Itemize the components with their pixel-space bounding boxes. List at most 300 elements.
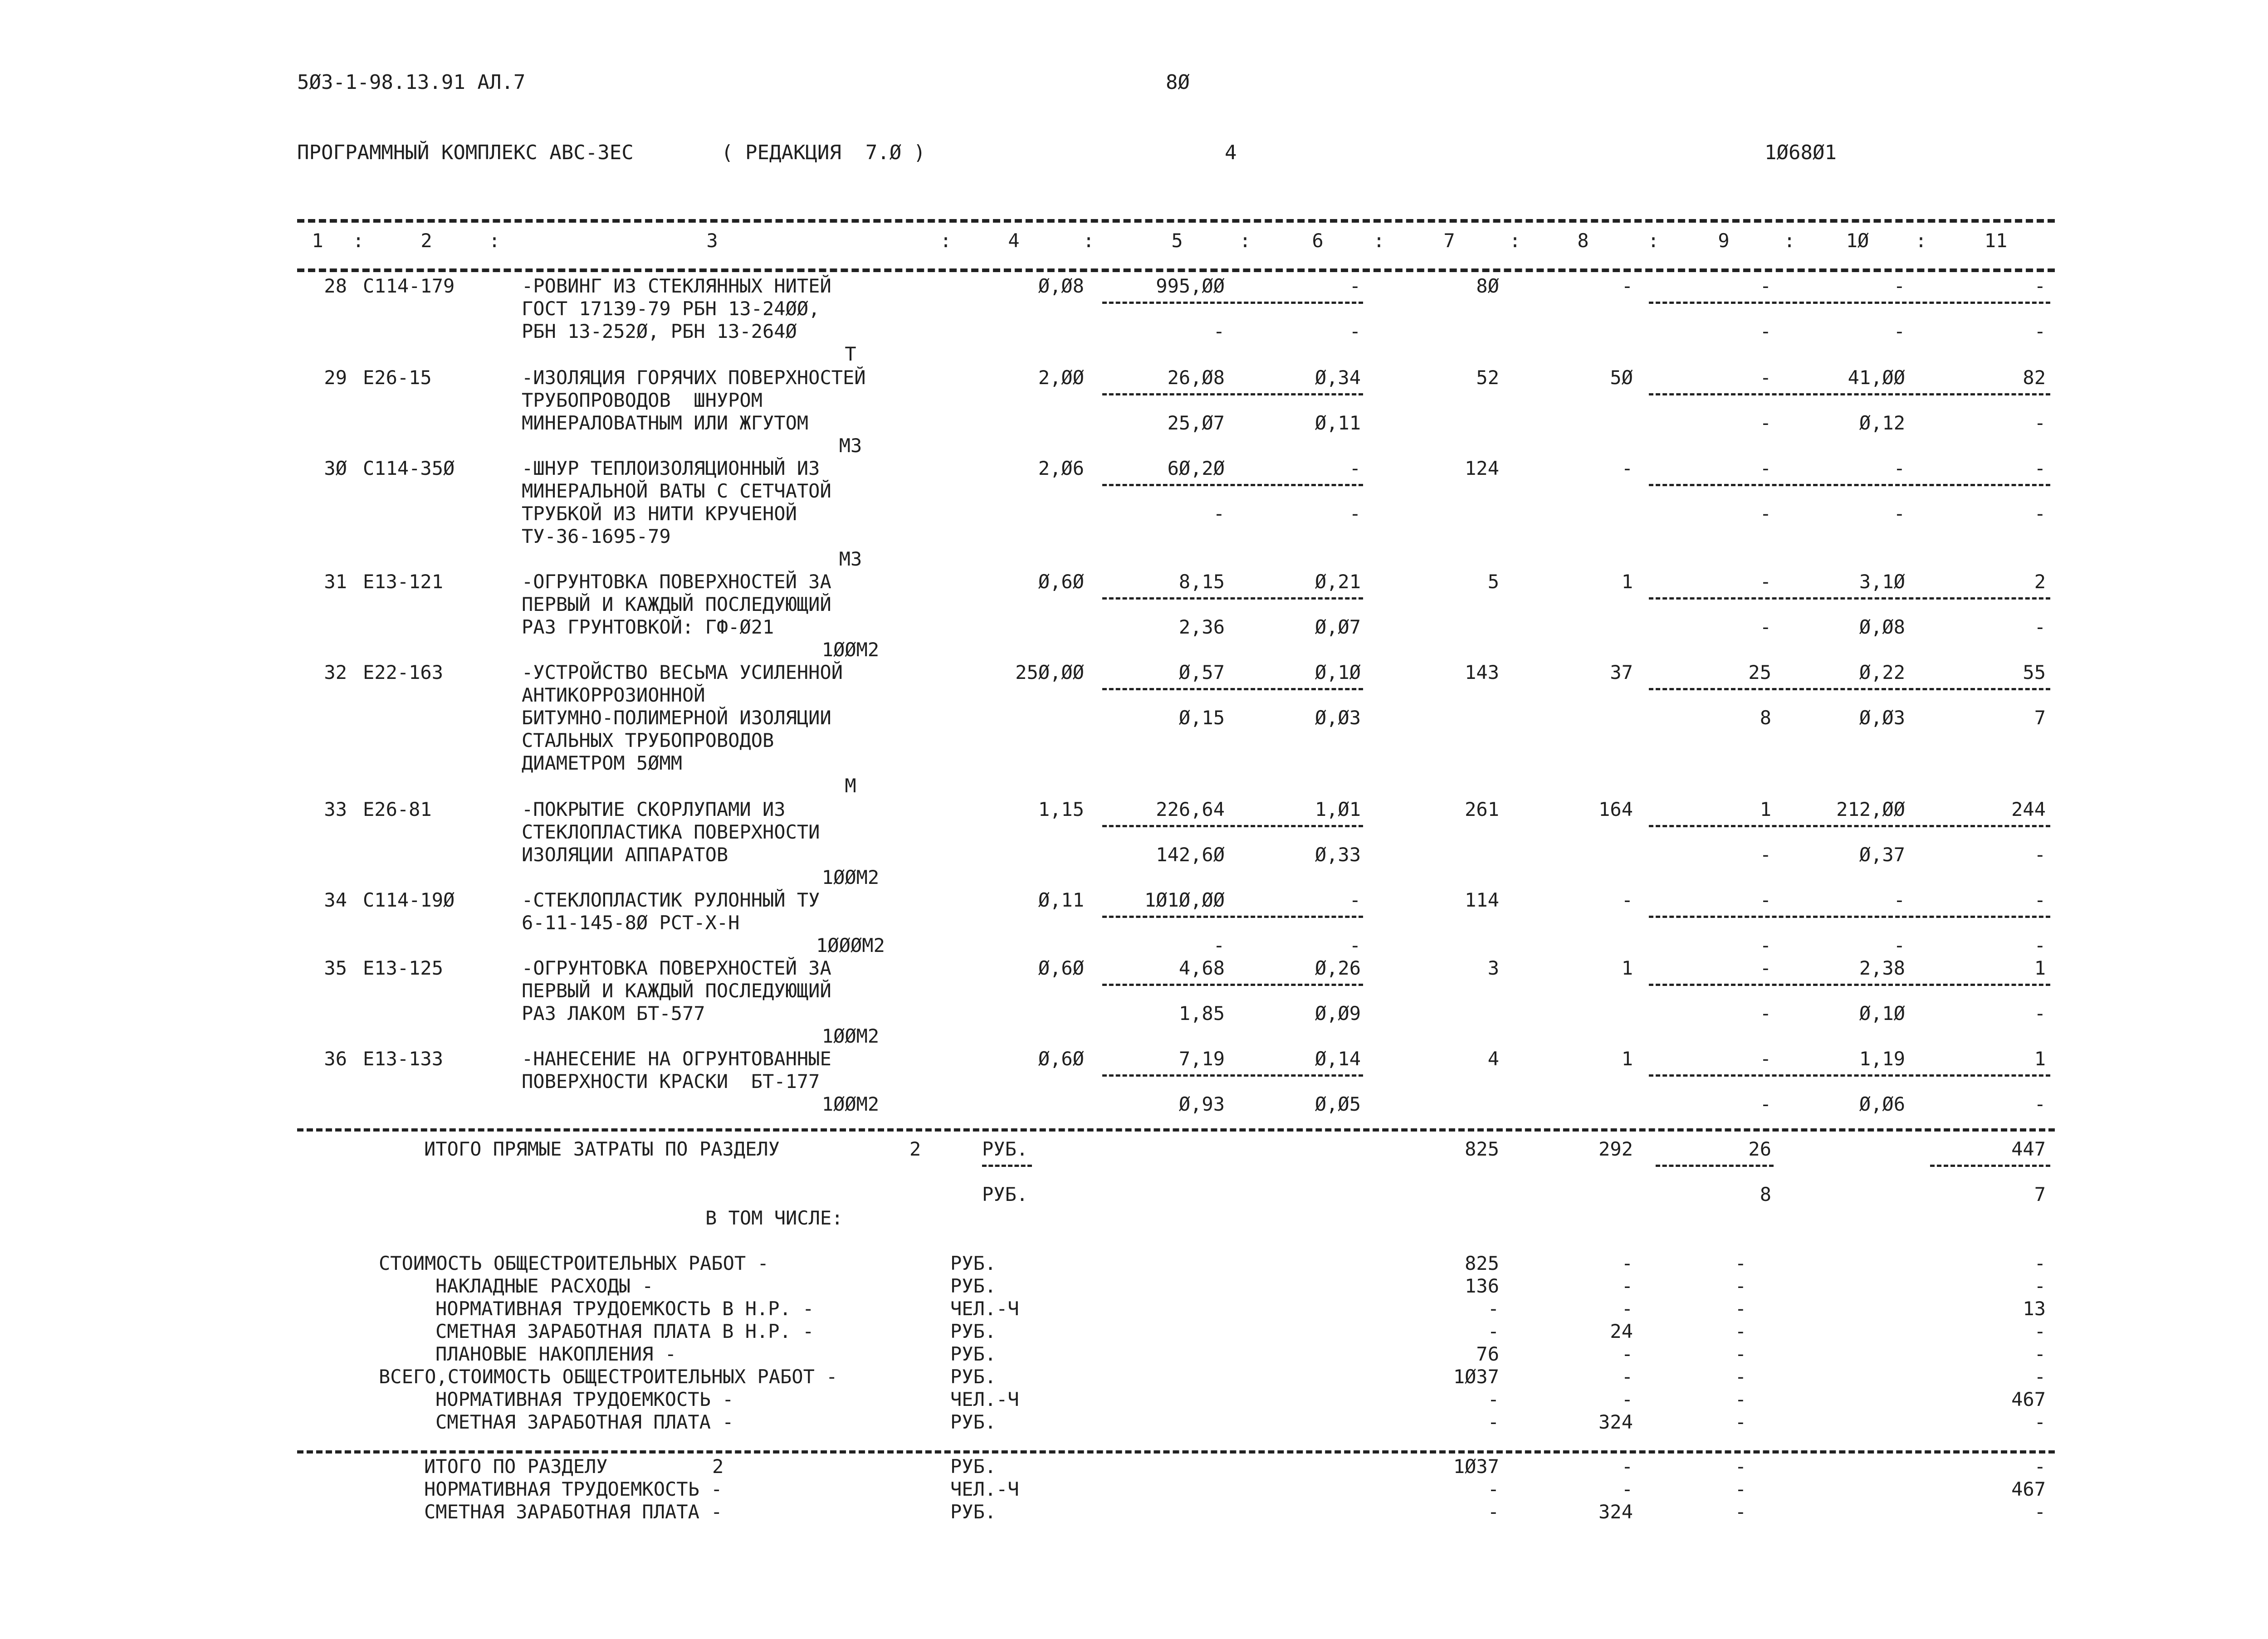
labor-total: 82 bbox=[2023, 366, 2046, 389]
summary-cost: - bbox=[1487, 1320, 1499, 1342]
final-label: НОРМАТИВНАЯ ТРУДОЕМКОСТЬ - bbox=[424, 1478, 723, 1500]
machine-cost: - bbox=[1760, 457, 1771, 479]
item-description: СТЕКЛОПЛАСТИКА ПОВЕРХНОСТИ bbox=[522, 821, 820, 843]
machine-cost: - bbox=[1760, 571, 1771, 593]
cell-divider bbox=[1102, 1074, 1363, 1077]
summary-labor: 13 bbox=[2023, 1298, 2046, 1320]
column-header: 8 bbox=[1577, 229, 1589, 252]
unit-machine-wage: - bbox=[1349, 320, 1361, 342]
program-edition: ( РЕДАКЦИЯ 7.Ø ) bbox=[721, 141, 926, 164]
page-mark: 8Ø bbox=[1166, 71, 1190, 94]
unit-cost: Ø,57 bbox=[1178, 661, 1225, 683]
quantity: 2,ØØ bbox=[1038, 366, 1084, 389]
rate-code: Е26-81 bbox=[363, 798, 432, 820]
final-labor: 467 bbox=[2011, 1478, 2046, 1500]
unit-cost: 8,15 bbox=[1178, 571, 1225, 593]
summary-wage: 24 bbox=[1610, 1320, 1633, 1342]
item-description: ДИАМЕТРОМ 5ØММ bbox=[522, 752, 683, 774]
unit-of-measure: 1ØØМ2 bbox=[821, 639, 880, 661]
row-number: 29 bbox=[324, 366, 347, 389]
summary-cost: 136 bbox=[1465, 1275, 1499, 1297]
summary-labor: - bbox=[2034, 1320, 2046, 1342]
final-machine: - bbox=[1735, 1501, 1746, 1523]
machine-labor-norm: - bbox=[1893, 320, 1905, 342]
row-number: 34 bbox=[324, 889, 347, 911]
column-header: 3 bbox=[706, 229, 718, 252]
final-rule bbox=[297, 1450, 2055, 1454]
program-name: ПРОГРАММНЫЙ КОМПЛЕКС АВС-ЗЕС bbox=[297, 141, 634, 164]
column-header: 11 bbox=[1984, 229, 2008, 252]
unit-of-measure: М bbox=[845, 775, 856, 797]
total-cost: 52 bbox=[1476, 366, 1499, 389]
unit-label: РУБ. bbox=[950, 1455, 997, 1478]
cell-divider bbox=[1102, 825, 1363, 827]
cell-divider bbox=[1102, 984, 1363, 986]
rate-code: Е13-125 bbox=[363, 957, 444, 979]
labor-total: - bbox=[2034, 275, 2046, 297]
quantity: 25Ø,ØØ bbox=[1015, 661, 1084, 683]
column-header: 6 bbox=[1312, 229, 1324, 252]
unit-machine-cost: - bbox=[1349, 457, 1361, 479]
summary-labor: - bbox=[2034, 1275, 2046, 1297]
machine-wage: - bbox=[1760, 1002, 1771, 1024]
machine-wage: - bbox=[1760, 502, 1771, 525]
item-description: -НАНЕСЕНИЕ НА ОГРУНТОВАННЫЕ bbox=[522, 1048, 831, 1070]
summary-machine: - bbox=[1735, 1275, 1746, 1297]
machine-cost: - bbox=[1760, 1048, 1771, 1070]
unit-machine-wage: Ø,Ø3 bbox=[1315, 707, 1361, 729]
final-wage: - bbox=[1621, 1478, 1633, 1500]
unit-machine-wage: Ø,11 bbox=[1315, 412, 1361, 434]
item-description: ТРУБОПРОВОДОВ ШНУРОМ bbox=[522, 389, 763, 411]
machine-cost: - bbox=[1760, 366, 1771, 389]
unit-machine-wage: Ø,Ø9 bbox=[1315, 1002, 1361, 1024]
quantity: 1,15 bbox=[1038, 798, 1084, 820]
unit-label: РУБ. bbox=[950, 1411, 997, 1433]
column-separator: : bbox=[1915, 229, 1927, 252]
machine-wage: 8 bbox=[1760, 707, 1771, 729]
unit-of-measure: 1ØØМ2 bbox=[821, 866, 880, 888]
unit-cost: 4,68 bbox=[1178, 957, 1225, 979]
item-description: -ОГРУНТОВКА ПОВЕРХНОСТЕЙ ЗА bbox=[522, 571, 831, 593]
summary-cost: - bbox=[1487, 1411, 1499, 1433]
quantity: Ø,6Ø bbox=[1038, 571, 1084, 593]
labor-norm: 1,19 bbox=[1859, 1048, 1905, 1070]
sheet-number: 4 bbox=[1225, 141, 1237, 164]
labor-total: 55 bbox=[2023, 661, 2046, 683]
labor-norm: - bbox=[1893, 457, 1905, 479]
rate-code: Е13-121 bbox=[363, 571, 444, 593]
row-number: 35 bbox=[324, 957, 347, 979]
cell-divider bbox=[1649, 597, 2050, 600]
labor-total: 1 bbox=[2034, 1048, 2046, 1070]
item-description: МИНЕРАЛЬНОЙ ВАТЫ С СЕТЧАТОЙ bbox=[522, 480, 831, 502]
column-header: 1 bbox=[312, 229, 323, 252]
unit-label: РУБ. bbox=[950, 1366, 997, 1388]
machine-labor-norm: Ø,1Ø bbox=[1859, 1002, 1905, 1024]
unit-cost: 995,ØØ bbox=[1156, 275, 1225, 297]
machine-labor-norm: Ø,Ø8 bbox=[1859, 616, 1905, 638]
unit-cost: 6Ø,2Ø bbox=[1167, 457, 1225, 479]
summary-wage: - bbox=[1621, 1275, 1633, 1297]
row-number: 31 bbox=[324, 571, 347, 593]
cell-divider bbox=[1656, 1165, 1774, 1167]
unit-label: РУБ. bbox=[950, 1343, 997, 1365]
machine-labor-norm: - bbox=[1893, 502, 1905, 525]
unit-cost: 226,64 bbox=[1156, 798, 1225, 820]
labor-total: 2 bbox=[2034, 571, 2046, 593]
machine-wage: - bbox=[1760, 934, 1771, 956]
unit-machine-cost: Ø,34 bbox=[1315, 366, 1361, 389]
section-total-label: ИТОГО ПРЯМЫЕ ЗАТРАТЫ ПО РАЗДЕЛУ bbox=[424, 1138, 780, 1160]
total-cost: 4 bbox=[1487, 1048, 1499, 1070]
cell-divider bbox=[1930, 1165, 2050, 1167]
document-number: 1Ø68Ø1 bbox=[1765, 141, 1837, 164]
unit-machine-wage: Ø,Ø5 bbox=[1315, 1093, 1361, 1115]
summary-machine: - bbox=[1735, 1320, 1746, 1342]
rate-code: Е22-163 bbox=[363, 661, 444, 683]
final-cost: - bbox=[1487, 1478, 1499, 1500]
unit-wage: Ø,93 bbox=[1178, 1093, 1225, 1115]
unit-machine-cost: 1,Ø1 bbox=[1315, 798, 1361, 820]
summary-machine: - bbox=[1735, 1298, 1746, 1320]
row-number: 33 bbox=[324, 798, 347, 820]
total-wage: 1 bbox=[1621, 1048, 1633, 1070]
total-wage: - bbox=[1621, 889, 1633, 911]
rate-code: С114-35Ø bbox=[363, 457, 455, 479]
cell-divider bbox=[1649, 484, 2050, 486]
unit-of-measure: М3 bbox=[839, 434, 862, 457]
labor-norm: 3,1Ø bbox=[1859, 571, 1905, 593]
item-description: -РОВИНГ ИЗ СТЕКЛЯННЫХ НИТЕЙ bbox=[522, 275, 831, 297]
quantity: Ø,6Ø bbox=[1038, 957, 1084, 979]
summary-wage: - bbox=[1621, 1298, 1633, 1320]
cell-divider bbox=[1102, 484, 1363, 486]
cell-divider bbox=[1649, 688, 2050, 690]
item-description: МИНЕРАЛОВАТНЫМ ИЛИ ЖГУТОМ bbox=[522, 412, 809, 434]
item-description: ГОСТ 17139-79 РБН 13-24ØØ, bbox=[522, 298, 820, 320]
unit-wage: 1,85 bbox=[1178, 1002, 1225, 1024]
column-separator: : bbox=[352, 229, 364, 252]
summary-labor: - bbox=[2034, 1366, 2046, 1388]
summary-machine: - bbox=[1735, 1366, 1746, 1388]
summary-cost: 825 bbox=[1465, 1252, 1499, 1274]
machine-labor-total: - bbox=[2034, 1002, 2046, 1024]
machine-labor-norm: - bbox=[1893, 934, 1905, 956]
including-label: В ТОМ ЧИСЛЕ: bbox=[705, 1207, 843, 1229]
machine-labor-norm: Ø,Ø6 bbox=[1859, 1093, 1905, 1115]
machine-cost: - bbox=[1760, 889, 1771, 911]
summary-wage: - bbox=[1621, 1366, 1633, 1388]
unit-label: РУБ. bbox=[982, 1138, 1028, 1160]
total-cost: 825 bbox=[1465, 1138, 1499, 1160]
unit-cost: 1Ø1Ø,ØØ bbox=[1144, 889, 1225, 911]
summary-label: СТОИМОСТЬ ОБЩЕСТРОИТЕЛЬНЫХ РАБОТ - bbox=[379, 1252, 769, 1274]
total-wage: 5Ø bbox=[1610, 366, 1633, 389]
final-machine: - bbox=[1735, 1478, 1746, 1500]
summary-labor: - bbox=[2034, 1252, 2046, 1274]
column-separator: : bbox=[1784, 229, 1795, 252]
unit-of-measure: 1ØØØМ2 bbox=[816, 934, 885, 956]
column-separator: : bbox=[1373, 229, 1385, 252]
final-wage: - bbox=[1621, 1455, 1633, 1478]
doc-code: 5Ø3-1-98.13.91 АЛ.7 bbox=[297, 71, 526, 94]
final-machine: - bbox=[1735, 1455, 1746, 1478]
column-separator: : bbox=[1239, 229, 1251, 252]
rate-code: С114-19Ø bbox=[363, 889, 455, 911]
summary-cost: 1Ø37 bbox=[1453, 1366, 1499, 1388]
cell-divider bbox=[1102, 302, 1363, 304]
machine-labor-norm: Ø,37 bbox=[1859, 844, 1905, 866]
item-description: РБН 13-252Ø, РБН 13-264Ø bbox=[522, 320, 797, 342]
quantity: Ø,Ø8 bbox=[1038, 275, 1084, 297]
rate-code: Е26-15 bbox=[363, 366, 432, 389]
row-number: 32 bbox=[324, 661, 347, 683]
total-wage: 164 bbox=[1598, 798, 1633, 820]
unit-label: ЧЕЛ.-Ч bbox=[950, 1298, 1019, 1320]
final-cost: - bbox=[1487, 1501, 1499, 1523]
summary-label: ВСЕГО,СТОИМОСТЬ ОБЩЕСТРОИТЕЛЬНЫХ РАБОТ - bbox=[379, 1366, 838, 1388]
unit-wage: 25,Ø7 bbox=[1167, 412, 1225, 434]
summary-wage: - bbox=[1621, 1343, 1633, 1365]
unit-label: РУБ. bbox=[950, 1252, 997, 1274]
column-separator: : bbox=[1647, 229, 1659, 252]
machine-wage: - bbox=[1760, 320, 1771, 342]
item-description: ПОВЕРХНОСТИ КРАСКИ БТ-177 bbox=[522, 1070, 820, 1093]
total-wage: - bbox=[1621, 275, 1633, 297]
machine-cost: 25 bbox=[1748, 661, 1771, 683]
labor-norm: 41,ØØ bbox=[1848, 366, 1905, 389]
unit-machine-cost: Ø,14 bbox=[1315, 1048, 1361, 1070]
summary-cost: - bbox=[1487, 1298, 1499, 1320]
labor-total: 244 bbox=[2011, 798, 2046, 820]
summary-label: НОРМАТИВНАЯ ТРУДОЕМКОСТЬ - bbox=[435, 1388, 734, 1410]
unit-machine-wage: - bbox=[1349, 934, 1361, 956]
cell-divider bbox=[1102, 597, 1363, 600]
column-separator: : bbox=[1083, 229, 1095, 252]
final-labor: - bbox=[2034, 1455, 2046, 1478]
unit-machine-cost: - bbox=[1349, 275, 1361, 297]
row-number: 36 bbox=[324, 1048, 347, 1070]
final-label: ИТОГО ПО РАЗДЕЛУ bbox=[424, 1455, 608, 1478]
summary-machine: - bbox=[1735, 1343, 1746, 1365]
item-description: БИТУМНО-ПОЛИМЕРНОЙ ИЗОЛЯЦИИ bbox=[522, 707, 831, 729]
cell-divider bbox=[1102, 916, 1363, 918]
unit-machine-cost: - bbox=[1349, 889, 1361, 911]
item-description: -СТЕКЛОПЛАСТИК РУЛОННЫЙ ТУ bbox=[522, 889, 820, 911]
labor-total: 1 bbox=[2034, 957, 2046, 979]
labor-total: 447 bbox=[2011, 1138, 2046, 1160]
unit-machine-cost: Ø,26 bbox=[1315, 957, 1361, 979]
summary-labor: - bbox=[2034, 1411, 2046, 1433]
cell-divider bbox=[1102, 393, 1363, 395]
total-wage: - bbox=[1621, 457, 1633, 479]
machine-labor-norm: Ø,Ø3 bbox=[1859, 707, 1905, 729]
machine-cost: - bbox=[1760, 957, 1771, 979]
labor-total: - bbox=[2034, 457, 2046, 479]
summary-label: СМЕТНАЯ ЗАРАБОТНАЯ ПЛАТА В Н.Р. - bbox=[435, 1320, 814, 1342]
item-description: ТУ-36-1695-79 bbox=[522, 525, 671, 547]
unit-wage: - bbox=[1213, 502, 1225, 525]
unit-label: ЧЕЛ.-Ч bbox=[950, 1388, 1019, 1410]
total-cost: 143 bbox=[1465, 661, 1499, 683]
machine-labor-total: 7 bbox=[2034, 707, 2046, 729]
column-header: 4 bbox=[1008, 229, 1020, 252]
total-cost: 3 bbox=[1487, 957, 1499, 979]
cell-divider bbox=[982, 1165, 1032, 1167]
total-cost: 114 bbox=[1465, 889, 1499, 911]
row-number: 3Ø bbox=[324, 457, 347, 479]
machine-labor-total: - bbox=[2034, 1093, 2046, 1115]
cell-divider bbox=[1649, 916, 2050, 918]
labor-norm: - bbox=[1893, 275, 1905, 297]
total-cost: 5 bbox=[1487, 571, 1499, 593]
unit-of-measure: 1ØØМ2 bbox=[821, 1093, 880, 1115]
total-cost: 124 bbox=[1465, 457, 1499, 479]
item-description: 6-11-145-8Ø РСТ-Х-Н bbox=[522, 912, 740, 934]
summary-label: ПЛАНОВЫЕ НАКОПЛЕНИЯ - bbox=[435, 1343, 677, 1365]
column-separator: : bbox=[940, 229, 952, 252]
summary-cost: 76 bbox=[1476, 1343, 1499, 1365]
item-description: -ИЗОЛЯЦИЯ ГОРЯЧИХ ПОВЕРХНОСТЕЙ bbox=[522, 366, 866, 389]
machine-labor-total: - bbox=[2034, 320, 2046, 342]
unit-wage: 2,36 bbox=[1178, 616, 1225, 638]
labor-norm: Ø,22 bbox=[1859, 661, 1905, 683]
row-number: 28 bbox=[324, 275, 347, 297]
unit-cost: 26,Ø8 bbox=[1167, 366, 1225, 389]
machine-labor-total: - bbox=[2034, 934, 2046, 956]
machine-wage: - bbox=[1760, 616, 1771, 638]
unit-machine-wage: Ø,33 bbox=[1315, 844, 1361, 866]
summary-cost: - bbox=[1487, 1388, 1499, 1410]
machine-wage: - bbox=[1760, 844, 1771, 866]
table-top-rule bbox=[297, 219, 2055, 223]
summary-label: НОРМАТИВНАЯ ТРУДОЕМКОСТЬ В Н.Р. - bbox=[435, 1298, 814, 1320]
total-wage: 37 bbox=[1610, 661, 1633, 683]
labor-norm: 212,ØØ bbox=[1836, 798, 1905, 820]
column-header: 7 bbox=[1443, 229, 1455, 252]
item-description: АНТИКОРРОЗИОННОЙ bbox=[522, 684, 705, 706]
machine-labor-total: - bbox=[2034, 616, 2046, 638]
machine-wage: - bbox=[1760, 1093, 1771, 1115]
quantity: 2,Ø6 bbox=[1038, 457, 1084, 479]
unit-label: РУБ. bbox=[982, 1183, 1028, 1205]
machine-labor-total: - bbox=[2034, 502, 2046, 525]
rate-code: С114-179 bbox=[363, 275, 455, 297]
unit-of-measure: 1ØØМ2 bbox=[821, 1025, 880, 1047]
labor-total: 7 bbox=[2034, 1183, 2046, 1205]
total-cost: 261 bbox=[1465, 798, 1499, 820]
summary-machine: - bbox=[1735, 1411, 1746, 1433]
cell-divider bbox=[1649, 393, 2050, 395]
total-wage: 1 bbox=[1621, 957, 1633, 979]
machine-cost: - bbox=[1760, 275, 1771, 297]
summary-wage: - bbox=[1621, 1252, 1633, 1274]
cell-divider bbox=[1102, 688, 1363, 690]
total-wage: 292 bbox=[1598, 1138, 1633, 1160]
unit-of-measure: Т bbox=[845, 343, 856, 365]
machine-wage: 8 bbox=[1760, 1183, 1771, 1205]
item-description: ТРУБКОЙ ИЗ НИТИ КРУЧЕНОЙ bbox=[522, 502, 797, 525]
item-description: -ОГРУНТОВКА ПОВЕРХНОСТЕЙ ЗА bbox=[522, 957, 831, 979]
item-description: -УСТРОЙСТВО ВЕСЬМА УСИЛЕННОЙ bbox=[522, 661, 843, 683]
final-labor: - bbox=[2034, 1501, 2046, 1523]
machine-labor-total: - bbox=[2034, 844, 2046, 866]
column-separator: : bbox=[489, 229, 500, 252]
unit-cost: 7,19 bbox=[1178, 1048, 1225, 1070]
section-number: 2 bbox=[712, 1455, 724, 1478]
item-description: ПЕРВЫЙ И КАЖДЫЙ ПОСЛЕДУЮЩИЙ bbox=[522, 980, 831, 1002]
unit-wage: - bbox=[1213, 934, 1225, 956]
column-header: 5 bbox=[1171, 229, 1183, 252]
machine-wage: - bbox=[1760, 412, 1771, 434]
machine-cost: 26 bbox=[1748, 1138, 1771, 1160]
summary-machine: - bbox=[1735, 1252, 1746, 1274]
unit-label: РУБ. bbox=[950, 1501, 997, 1523]
summary-wage: - bbox=[1621, 1388, 1633, 1410]
final-wage: 324 bbox=[1598, 1501, 1633, 1523]
rate-code: Е13-133 bbox=[363, 1048, 444, 1070]
unit-label: РУБ. bbox=[950, 1320, 997, 1342]
unit-wage: Ø,15 bbox=[1178, 707, 1225, 729]
labor-norm: 2,38 bbox=[1859, 957, 1905, 979]
section-number: 2 bbox=[909, 1138, 921, 1160]
unit-of-measure: М3 bbox=[839, 548, 862, 570]
unit-wage: - bbox=[1213, 320, 1225, 342]
item-description: ИЗОЛЯЦИИ АППАРАТОВ bbox=[522, 844, 728, 866]
quantity: Ø,11 bbox=[1038, 889, 1084, 911]
item-description: РАЗ ЛАКОМ БТ-577 bbox=[522, 1002, 705, 1024]
cell-divider bbox=[1649, 825, 2050, 827]
column-header: 2 bbox=[420, 229, 432, 252]
cell-divider bbox=[1649, 302, 2050, 304]
labor-total: - bbox=[2034, 889, 2046, 911]
unit-machine-cost: Ø,1Ø bbox=[1315, 661, 1361, 683]
summary-wage: 324 bbox=[1598, 1411, 1633, 1433]
machine-labor-total: - bbox=[2034, 412, 2046, 434]
item-description: ПЕРВЫЙ И КАЖДЫЙ ПОСЛЕДУЮЩИЙ bbox=[522, 593, 831, 615]
unit-wage: 142,6Ø bbox=[1156, 844, 1225, 866]
unit-label: ЧЕЛ.-Ч bbox=[950, 1478, 1019, 1500]
labor-norm: - bbox=[1893, 889, 1905, 911]
item-description: СТАЛЬНЫХ ТРУБОПРОВОДОВ bbox=[522, 729, 774, 751]
item-description: РАЗ ГРУНТОВКОЙ: ГФ-Ø21 bbox=[522, 616, 774, 638]
summary-labor: 467 bbox=[2011, 1388, 2046, 1410]
machine-cost: 1 bbox=[1760, 798, 1771, 820]
table-header-rule bbox=[297, 268, 2055, 272]
final-label: СМЕТНАЯ ЗАРАБОТНАЯ ПЛАТА - bbox=[424, 1501, 723, 1523]
unit-machine-wage: Ø,Ø7 bbox=[1315, 616, 1361, 638]
column-header: 9 bbox=[1718, 229, 1730, 252]
summary-labor: - bbox=[2034, 1343, 2046, 1365]
total-cost: 8Ø bbox=[1476, 275, 1499, 297]
final-cost: 1Ø37 bbox=[1453, 1455, 1499, 1478]
unit-machine-wage: - bbox=[1349, 502, 1361, 525]
column-header: 1Ø bbox=[1846, 229, 1869, 252]
machine-labor-norm: Ø,12 bbox=[1859, 412, 1905, 434]
total-wage: 1 bbox=[1621, 571, 1633, 593]
quantity: Ø,6Ø bbox=[1038, 1048, 1084, 1070]
summary-machine: - bbox=[1735, 1388, 1746, 1410]
summary-label: СМЕТНАЯ ЗАРАБОТНАЯ ПЛАТА - bbox=[435, 1411, 734, 1433]
unit-label: РУБ. bbox=[950, 1275, 997, 1297]
cell-divider bbox=[1649, 1074, 2050, 1077]
item-description: -ШНУР ТЕПЛОИЗОЛЯЦИОННЫЙ ИЗ bbox=[522, 457, 820, 479]
unit-machine-cost: Ø,21 bbox=[1315, 571, 1361, 593]
summary-label: НАКЛАДНЫЕ РАСХОДЫ - bbox=[435, 1275, 654, 1297]
column-separator: : bbox=[1509, 229, 1521, 252]
total-rule bbox=[297, 1128, 2055, 1132]
